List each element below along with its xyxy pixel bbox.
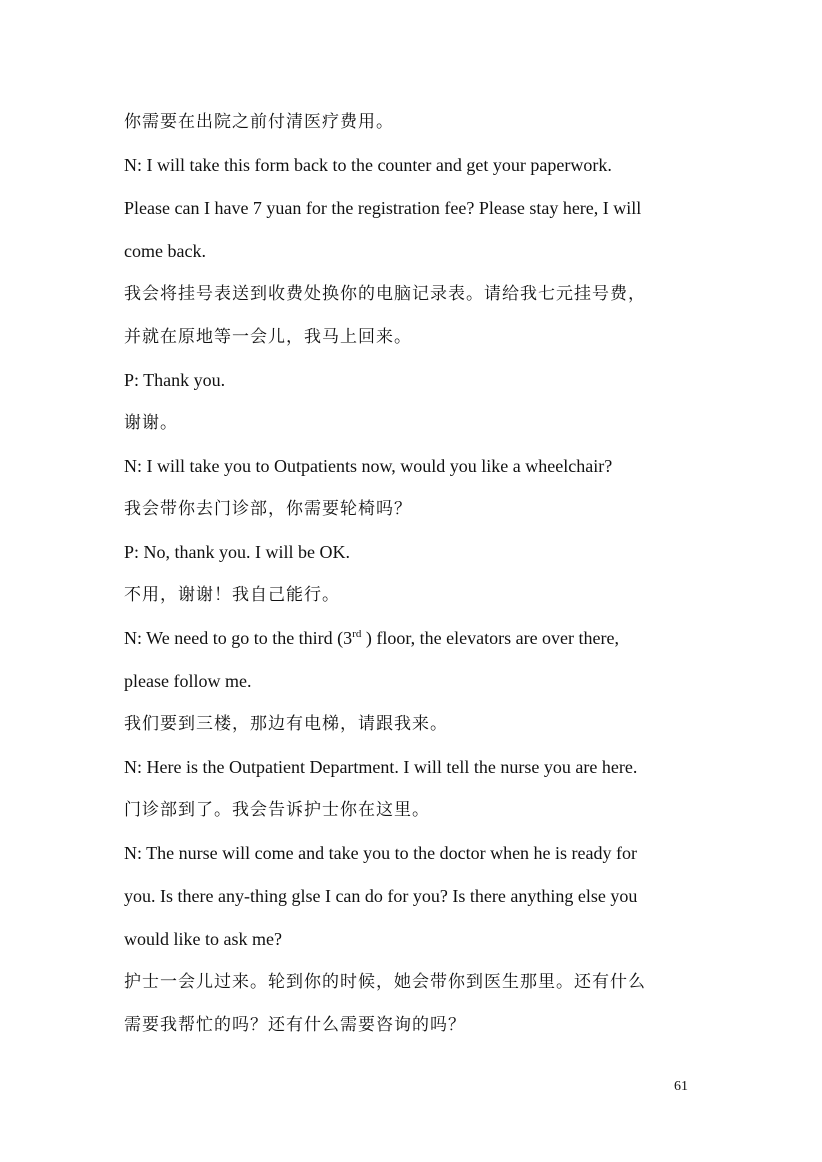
ordinal-superscript: rd bbox=[352, 628, 362, 640]
text-segment: N: We need to go to the third (3 bbox=[124, 628, 353, 648]
text-line: 门诊部到了。我会告诉护士你在这里。 bbox=[124, 800, 430, 820]
text-line: Please can I have 7 yuan for the registration fee? Please stay here, I will bbox=[124, 198, 642, 218]
text-line bbox=[124, 626, 724, 650]
text-line: N: I will take this form back to the counter and get your paperwork. bbox=[124, 155, 612, 175]
text-line: you. Is there any-thing glse I can do for you? Is there anything else you bbox=[124, 886, 638, 906]
text-line: 需要我帮忙的吗？还有什么需要咨询的吗？ bbox=[124, 1015, 466, 1035]
text-line: 我会将挂号表送到收费处换你的电脑记录表。请给我七元挂号费， bbox=[124, 284, 646, 304]
text-line: 护士一会儿过来。轮到你的时候，她会带你到医生那里。还有什么 bbox=[124, 972, 646, 992]
text-line: 谢谢。 bbox=[124, 413, 178, 433]
text-line: 我们要到三楼，那边有电梯，请跟我来。 bbox=[124, 714, 448, 734]
text-line: come back. bbox=[124, 241, 206, 261]
text-line: P: No, thank you. I will be OK. bbox=[124, 542, 350, 562]
page-number: 61 bbox=[674, 1079, 688, 1094]
text-line: N: The nurse will come and take you to the doctor when he is ready for bbox=[124, 843, 638, 863]
text-line: 我会带你去门诊部，你需要轮椅吗？ bbox=[124, 499, 412, 519]
text-line: 你需要在出院之前付清医疗费用。 bbox=[124, 112, 394, 132]
text-line: 并就在原地等一会儿，我马上回来。 bbox=[124, 327, 412, 347]
text-line: N: Here is the Outpatient Department. I will tell the nurse you are here. bbox=[124, 757, 638, 777]
text-line: please follow me. bbox=[124, 671, 252, 691]
text-line: would like to ask me? bbox=[124, 929, 282, 949]
text-line: N: I will take you to Outpatients now, would you like a wheelchair? bbox=[124, 456, 613, 476]
text-line: 不用，谢谢！我自己能行。 bbox=[124, 585, 340, 605]
text-line: P: Thank you. bbox=[124, 370, 226, 390]
text-segment: ) floor, the elevators are over there, bbox=[361, 628, 620, 648]
